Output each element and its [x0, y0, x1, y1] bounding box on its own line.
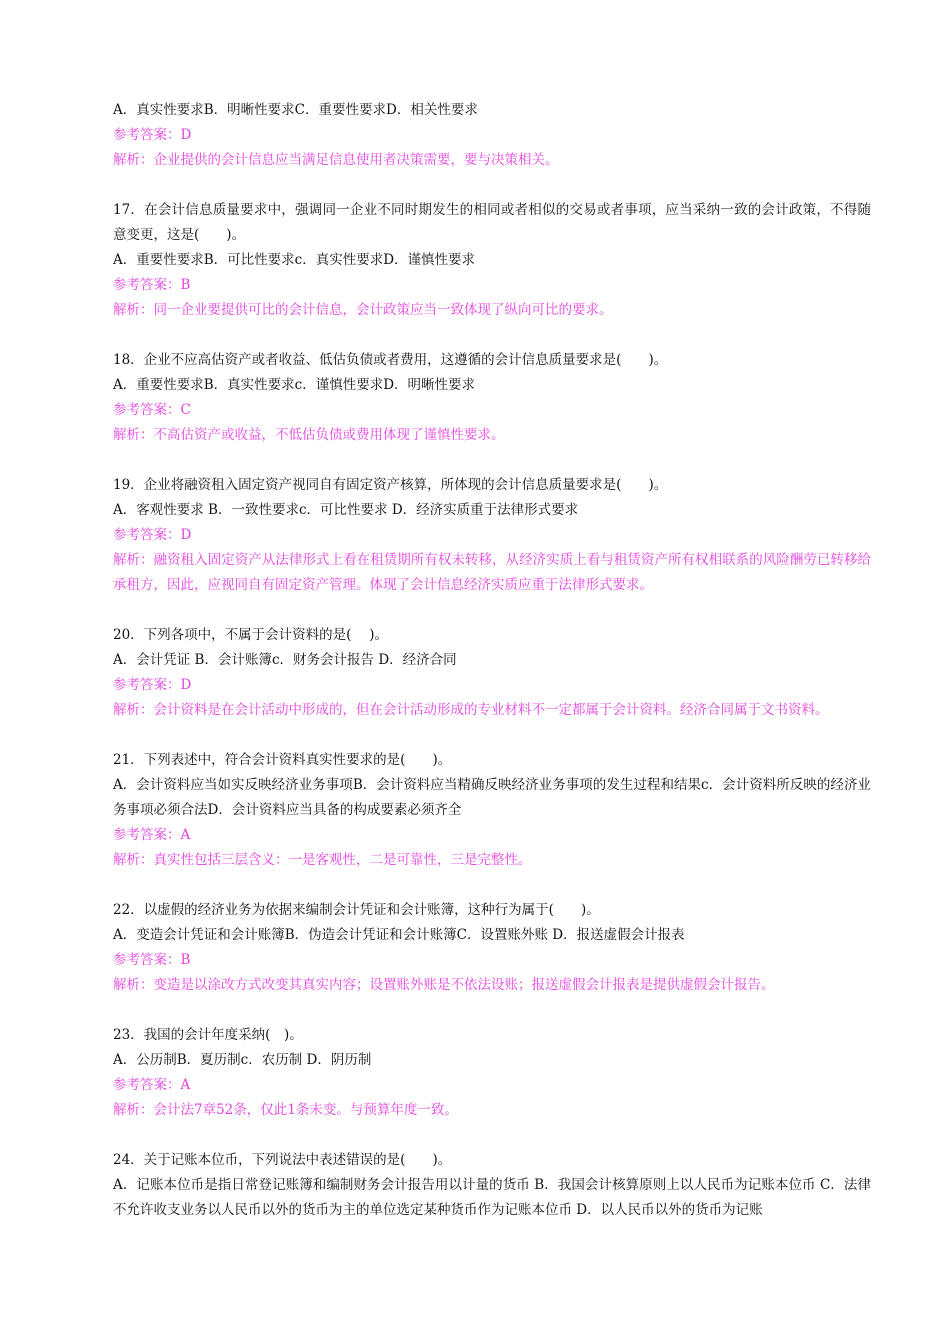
- answer-line: 参考答案：B: [113, 277, 191, 293]
- question-text: 21．下列表述中，符合会计资料真实性要求的是( )。: [113, 752, 452, 768]
- question-block-21: [113, 748, 871, 873]
- document-page: [113, 98, 871, 1223]
- question-block-16: [113, 98, 871, 173]
- answer-line: 参考答案：C: [113, 402, 191, 418]
- options-line: A．记账本位币是指日常登记账簿和编制财务会计报告用以计量的货币 B．我国会计核算原则上以人民币为记账本位币 C．法律不允许收支业务以人民币以外的货币为主的单位选定某种货币作为记账本位币 D．以人民币以外的货币为记账: [113, 1177, 871, 1218]
- question-text: 19．企业将融资租入固定资产视同自有固定资产核算，所体现的会计信息质量要求是( )。: [113, 477, 668, 493]
- question-text: 18．企业不应高估资产或者收益、低估负债或者费用，这遵循的会计信息质量要求是( )。: [113, 352, 668, 368]
- answer-line: 参考答案：A: [113, 827, 191, 843]
- question-text: 24．关于记账本位币，下列说法中表述错误的是( )。: [113, 1152, 452, 1168]
- question-text: 17．在会计信息质量要求中，强调同一企业不同时期发生的相同或者相似的交易或者事项，应当采纳一致的会计政策，不得随意变更，这是( )。: [113, 202, 871, 243]
- question-block-20: [113, 623, 871, 723]
- answer-line: 参考答案：B: [113, 952, 191, 968]
- options-line: A．重要性要求B．可比性要求c．真实性要求D．谨慎性要求: [113, 252, 476, 268]
- options-line: A．真实性要求B．明晰性要求C．重要性要求D．相关性要求: [113, 102, 478, 118]
- answer-line: 参考答案：A: [113, 1077, 191, 1093]
- question-block-17: [113, 198, 871, 323]
- options-line: A．会计凭证 B．会计账簿c．财务会计报告 D．经济合同: [113, 652, 457, 668]
- question-block-22: [113, 898, 871, 998]
- analysis-line: 解析：企业提供的会计信息应当满足信息使用者决策需要，要与决策相关。: [113, 152, 559, 168]
- question-text: 20．下列各项中，不属于会计资料的是( )。: [113, 627, 389, 643]
- options-line: A．客观性要求 B．一致性要求c．可比性要求 D．经济实质重于法律形式要求: [113, 502, 579, 518]
- options-line: A．变造会计凭证和会计账簿B．伪造会计凭证和会计账簿C．设置账外账 D．报送虚假会计报表: [113, 927, 685, 943]
- analysis-line: 解析：会计资料是在会计活动中形成的，但在会计活动形成的专业材料不一定都属于会计资料。经济合同属于文书资料。: [113, 702, 829, 718]
- analysis-line: 解析：变造是以涂改方式改变其真实内容；设置账外账是不依法设账；报送虚假会计报表是提供虚假会计报告。: [113, 977, 775, 993]
- analysis-line: 解析：不高估资产或收益，不低估负债或费用体现了谨慎性要求。: [113, 427, 505, 443]
- answer-line: 参考答案：D: [113, 527, 192, 543]
- question-text: 23．我国的会计年度采纳( )。: [113, 1027, 303, 1043]
- analysis-line: 解析：融资租入固定资产从法律形式上看在租赁期所有权未转移，从经济实质上看与租赁资产所有权相联系的风险酬劳已转移给承租方，因此，应视同自有固定资产管理。体现了会计信息经济实质应重于法律形式要求。: [113, 552, 871, 593]
- question-block-24: [113, 1148, 871, 1223]
- analysis-line: 解析：会计法7章52条，仅此1条未变。与预算年度一致。: [113, 1102, 458, 1118]
- question-block-18: [113, 348, 871, 448]
- options-line: A．会计资料应当如实反映经济业务事项B．会计资料应当精确反映经济业务事项的发生过程和结果c．会计资料所反映的经济业务事项必须合法D．会计资料应当具备的构成要素必须齐全: [113, 777, 871, 818]
- question-block-23: [113, 1023, 871, 1123]
- analysis-line: 解析：同一企业要提供可比的会计信息，会计政策应当一致体现了纵向可比的要求。: [113, 302, 613, 318]
- answer-line: 参考答案：D: [113, 127, 192, 143]
- answer-line: 参考答案：D: [113, 677, 192, 693]
- analysis-line: 解析：真实性包括三层含义：一是客观性，二是可靠性，三是完整性。: [113, 852, 532, 868]
- options-line: A．重要性要求B．真实性要求c．谨慎性要求D．明晰性要求: [113, 377, 476, 393]
- options-line: A．公历制B．夏历制c．农历制 D．阴历制: [113, 1052, 372, 1068]
- question-text: 22．以虚假的经济业务为依据来编制会计凭证和会计账簿，这种行为属于( )。: [113, 902, 600, 918]
- question-block-19: [113, 473, 871, 598]
